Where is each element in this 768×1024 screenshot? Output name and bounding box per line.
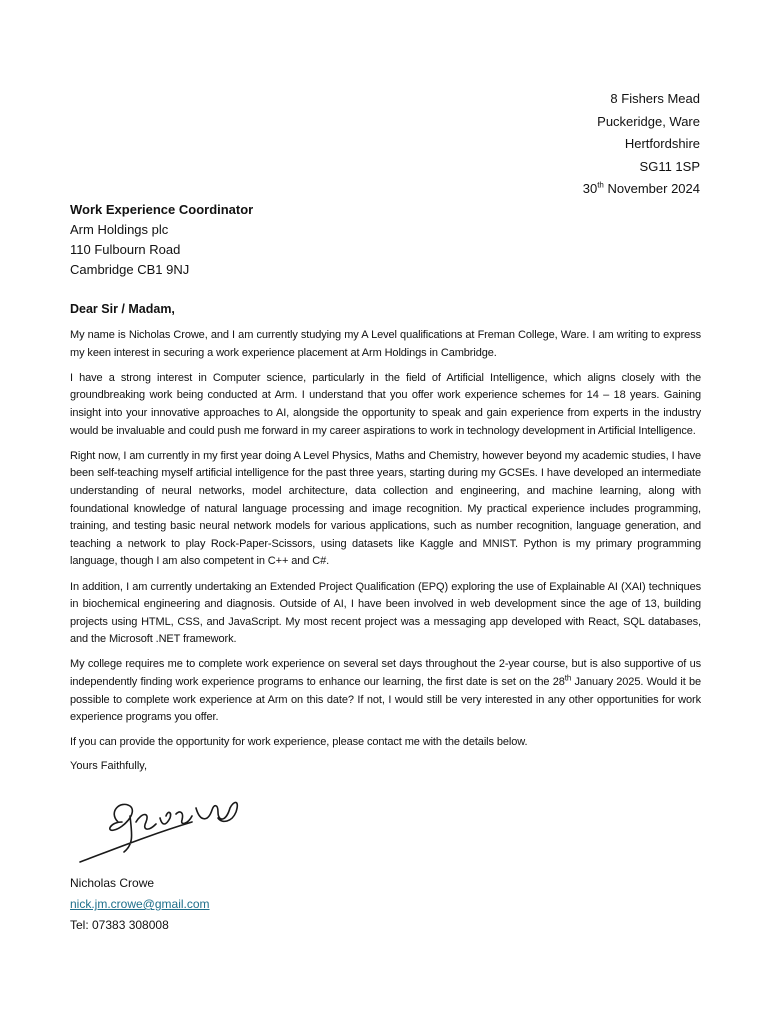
sender-address-line-2: Puckeridge, Ware [597, 113, 700, 129]
paragraph-contact: If you can provide the opportunity for work experience, please contact me with the details below. [70, 736, 528, 749]
date-day: 30 [582, 181, 598, 196]
paragraph-introduction: My name is Nicholas Crowe, and I am currently studying my A Level qualifications at Freman College, Ware. I am writing to express my keen interest in securing a work experience placement at Arm Holdings in Cambridge. [70, 329, 701, 359]
recipient-city: Cambridge CB1 9NJ [70, 262, 190, 277]
paragraph-college-start: My college requires me to complete work experience on several set days throughout the 2-year course, but is also supportive of us independently finding work experience programs to enhance our learning, the first date is set on the 28 [70, 658, 701, 689]
closing: Yours Faithfully, [70, 760, 148, 772]
sender-postcode: SG11 1SP [639, 158, 700, 174]
handwritten-signature [72, 782, 262, 866]
email-link[interactable]: nick.jm.crowe@gmail.com [70, 897, 210, 911]
date-month-year: November 2024 [603, 181, 700, 196]
recipient-company: Arm Holdings plc [70, 222, 169, 237]
paragraph-college [70, 656, 701, 726]
recipient-address [70, 200, 253, 280]
signatory-name: Nicholas Crowe [70, 876, 155, 890]
phone-number: Tel: 07383 308008 [70, 918, 169, 932]
paragraph-projects: In addition, I am currently undertaking an Extended Project Qualification (EPQ) exploring the use of Explainable AI (XAI) techniques in biochemical engineering and diagnosis. Outside of AI, I have been involved in web development since the age of 13, building projects using HTML, CSS, and JavaScript. My most recent project was a messaging app developed with React, SQL databases, and the Microsoft .NET framework. [70, 580, 701, 646]
sender-address-line-3: Hertfordshire [624, 136, 700, 151]
salutation: Dear Sir / Madam, [70, 302, 175, 316]
paragraph-college-sup: th [564, 673, 572, 683]
sender-address-line-1: 8 Fishers Mead [610, 91, 700, 106]
paragraph-interest: I have a strong interest in Computer science, particularly in the field of Artificial Intelligence, which aligns closely with the groundbreaking work being conducted at Arm. I understand that you offer work experience schemes for 14 – 18 years. Gaining insight into your innovative approaches to AI, alongside the opportunity to speak and gain experience from experts in the industry would be invaluable and could push me forward in my career aspirations to work in technology development in Artificial Intelligence. [70, 371, 701, 437]
sender-address [583, 88, 700, 201]
recipient-street: 110 Fulbourn Road [70, 242, 181, 257]
date-suffix: th [597, 180, 604, 190]
letter-body [70, 327, 701, 760]
paragraph-experience: Right now, I am currently in my first year doing A Level Physics, Maths and Chemistry, however beyond my academic studies, I have been self-teaching myself artificial intelligence for the past three years, starting during my GCSEs. I have developed an intermediate understanding of neural networks, model architecture, data collection and engineering, and machine learning, along with foundational knowledge of natural language processing and image recognition. My practical experience includes programming, training, and testing basic neural network models for various applications, such as number recognition, language generation, and teaching a network to play Rock-Paper-Scissors, using datasets like Kaggle and MNIST. Python is my primary programming language, though I am also competent in C++ and C#. [70, 449, 701, 568]
signoff [70, 873, 210, 936]
letter-date [583, 178, 700, 201]
paragraph-college-end: January 2025. Would it be possible to complete work experience at Arm on this date? If not, I would still be very interested in any other opportunities for work experience programs you offer. [70, 676, 701, 724]
recipient-title: Work Experience Coordinator [70, 202, 254, 217]
